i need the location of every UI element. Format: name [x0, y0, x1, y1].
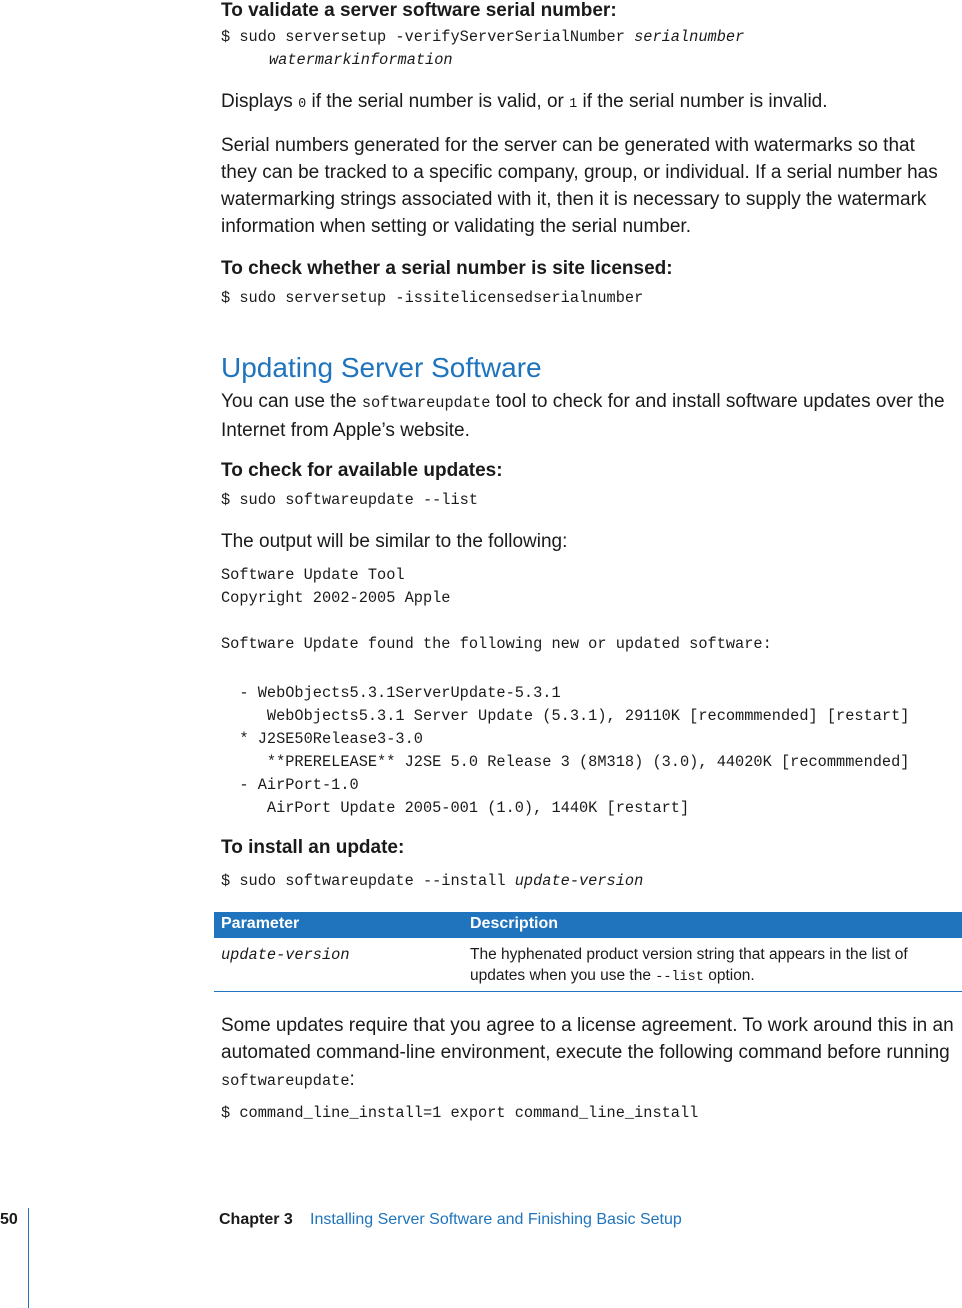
validate-result: Displays 0 if the serial number is valid, or 1 if the serial number is invalid.	[221, 91, 828, 112]
output-line: * J2SE50Release3-3.0	[221, 730, 423, 748]
output-line: - WebObjects5.3.1ServerUpdate-5.3.1	[221, 684, 561, 702]
watermark-paragraph: Serial numbers generated for the server can be generated with watermarks so that they can be tracked to a specific company, group, or individual. If a serial number has watermarking strings associated with it, then it is necessary to supply the watermark information when setting or validating the serial number.	[221, 135, 938, 237]
validate-command-arg: watermarkinformation	[269, 51, 453, 69]
output-line: Copyright 2002-2005 Apple	[221, 589, 451, 607]
page-number: 50	[0, 1211, 18, 1228]
table-bottom-rule	[214, 991, 962, 992]
output-line: - AirPort-1.0	[221, 776, 359, 794]
output-intro: The output will be similar to the following:	[221, 531, 568, 552]
validate-heading: To validate a server software serial number:	[221, 0, 617, 21]
license-paragraph: Some updates require that you agree to a license agreement. To work around this in an automated command-line environment, execute the following command before running softwareupdate:	[221, 1015, 954, 1090]
updating-intro: You can use the softwareupdate tool to check for and install software updates over the Internet from Apple’s website.	[221, 391, 945, 441]
table-header-description: Description	[470, 915, 559, 932]
table-header	[214, 912, 962, 938]
table-cell-parameter: update-version	[221, 946, 350, 964]
output-line: Software Update Tool	[221, 566, 405, 584]
output-line: AirPort Update 2005-001 (1.0), 1440K [restart]	[221, 799, 690, 817]
section-title: Updating Server Software	[221, 352, 542, 383]
output-line: WebObjects5.3.1 Server Update (5.3.1), 29110K [recommmended] [restart]	[221, 707, 910, 725]
output-line: Software Update found the following new or updated software:	[221, 635, 772, 653]
footer-chapter-title: Installing Server Software and Finishing Basic Setup	[310, 1211, 682, 1228]
install-command: $ sudo softwareupdate --install update-version	[221, 872, 644, 890]
footer-rule	[28, 1208, 29, 1308]
install-heading: To install an update:	[221, 837, 405, 858]
check-updates-heading: To check for available updates:	[221, 460, 503, 481]
site-license-command: $ sudo serversetup -issitelicensedserialnumber	[221, 289, 644, 307]
output-line: **PRERELEASE** J2SE 5.0 Release 3 (8M318) (3.0), 44020K [recommmended]	[221, 753, 910, 771]
footer-chapter: Chapter 3	[219, 1211, 293, 1228]
check-updates-command: $ sudo softwareupdate --list	[221, 491, 479, 509]
table-header-parameter: Parameter	[221, 915, 300, 932]
validate-command: $ sudo serversetup -verifyServerSerialNumber serialnumber	[221, 28, 745, 46]
table-cell-description: The hyphenated product version string that appears in the list of updates when you use the --list option.	[470, 946, 908, 985]
site-license-heading: To check whether a serial number is site licensed:	[221, 258, 673, 279]
license-command: $ command_line_install=1 export command_line_install	[221, 1104, 699, 1122]
